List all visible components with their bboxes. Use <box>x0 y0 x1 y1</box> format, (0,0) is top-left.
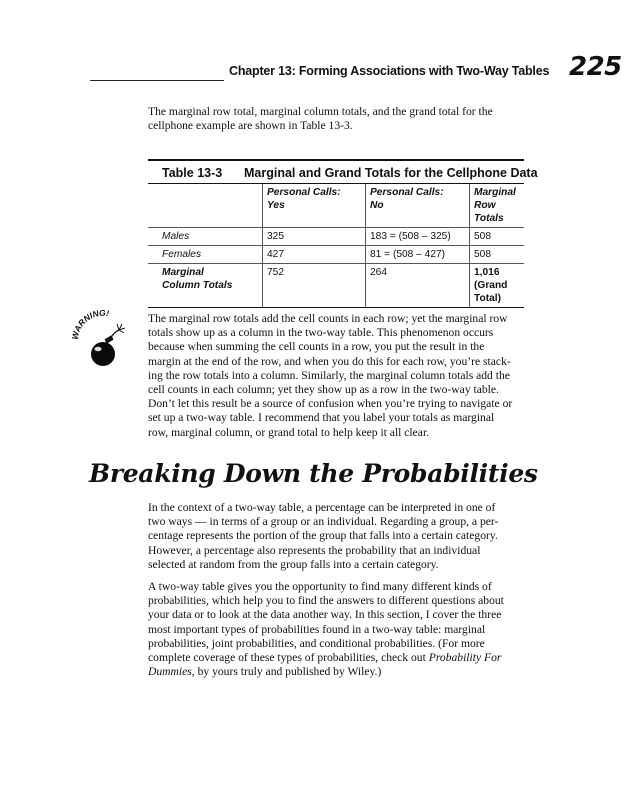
body-line: your data or to look at the data another way. In this section, I cover the three <box>148 608 502 622</box>
table-13-3 <box>148 159 538 308</box>
table-cell: 752 <box>263 264 366 308</box>
row-label-line: Column Totals <box>162 280 233 291</box>
book-title: Probability For <box>428 651 502 665</box>
warning-paragraph <box>148 312 528 440</box>
column-header <box>366 184 470 228</box>
body-line: two ways — in terms of a group or an individual. Regarding a group, a per- <box>148 515 499 529</box>
column-header-line: Totals <box>474 213 504 224</box>
table-row <box>148 246 524 264</box>
warning-line: totals show up as a column in the two-way table. This phenomenon occurs <box>148 326 494 340</box>
table-cell: 508 <box>470 228 525 246</box>
section-heading: Breaking Down the Probabilities <box>89 459 538 488</box>
fuse-spark <box>117 324 125 333</box>
table-title: Marginal and Grand Totals for the Cellphone Data <box>244 166 538 180</box>
column-header <box>263 184 366 228</box>
intro-line: The marginal row total, marginal column totals, and the grand total for the <box>148 105 493 118</box>
column-header-line: Yes <box>267 200 285 211</box>
running-header-title: Chapter 13: Forming Associations with Two-Way Tables <box>229 64 550 78</box>
section-paragraph-2 <box>148 580 528 679</box>
column-header-line: No <box>370 200 384 211</box>
table-cell: 183 = (508 – 325) <box>366 228 470 246</box>
section-paragraph-1 <box>148 501 528 572</box>
table-cell: 81 = (508 – 427) <box>366 246 470 264</box>
header-rule <box>90 80 224 81</box>
warning-line: because when summing the cell counts in a row, you put the result in the <box>148 340 485 354</box>
body-line: , by yours truly and published by Wiley.) <box>191 665 382 679</box>
warning-line: cell counts in each column; yet they show up as a row in the two-way table. <box>148 383 499 397</box>
warning-line: Don’t let this result be a source of confusion when you’re trying to navigate or <box>148 397 513 411</box>
table-cell: 325 <box>263 228 366 246</box>
row-label-line: Marginal <box>162 267 204 278</box>
table-caption <box>148 161 538 184</box>
warning-icon-label: WARNING! <box>70 308 110 341</box>
data-table <box>148 184 524 308</box>
body-line: selected at random from the group falls into a certain category. <box>148 557 439 571</box>
body-line: However, a percentage also represents the probability that an individual <box>148 543 481 557</box>
table-cell: 264 <box>366 264 470 308</box>
column-header-line: Marginal Row <box>474 187 516 211</box>
warning-line: The marginal row totals add the cell counts in each row; yet the marginal row <box>148 312 508 325</box>
table-corner-cell <box>148 184 263 228</box>
column-header-line: Personal Calls: <box>370 187 444 198</box>
page-number: 225 <box>569 52 622 82</box>
body-line: probabilities, joint probabilities, and conditional probabilities. (For more <box>148 636 485 650</box>
table-cell: 508 <box>470 246 525 264</box>
body-line: centage represents the portion of the group that falls into a certain category. <box>148 529 498 543</box>
warning-line: set up a two-way table. I recommend that you label your totals as marginal <box>148 411 495 425</box>
body-line: complete coverage of these types of probabilities, check out <box>148 651 429 665</box>
warning-line: row, marginal column, or grand total to help keep it all clear. <box>148 425 430 439</box>
body-line: In the context of a two-way table, a percentage can be interpreted in one of <box>148 501 496 514</box>
body-line: most important types of probabilities found in a two-way table: marginal <box>148 622 486 636</box>
table-header-row <box>148 184 524 228</box>
grand-total-cell <box>470 264 525 308</box>
row-label <box>148 264 263 308</box>
table-cell: 427 <box>263 246 366 264</box>
body-line: A two-way table gives you the opportunity to find many different kinds of <box>148 580 492 593</box>
intro-line: cellphone example are shown in Table 13-3. <box>148 119 353 133</box>
book-title: Dummies <box>148 665 192 679</box>
grand-total-value: 1,016 <box>474 267 500 278</box>
warning-line: margin at the end of the row, and when you do this for each row, you’re stack- <box>148 354 511 368</box>
column-header-line: Personal Calls: <box>267 187 341 198</box>
table-row-totals <box>148 264 524 308</box>
intro-paragraph <box>148 105 528 133</box>
grand-total-label: (Grand Total) <box>474 280 508 304</box>
body-line: probabilities, which help you to find the answers to different questions about <box>148 594 504 608</box>
table-number: Table 13-3 <box>162 166 223 180</box>
column-header <box>470 184 525 228</box>
warning-bomb-icon <box>70 308 136 374</box>
warning-line: ing the row totals into a column. Similarly, the marginal column totals add the <box>148 368 510 382</box>
row-label: Females <box>148 246 263 264</box>
table-row <box>148 228 524 246</box>
row-label: Males <box>148 228 263 246</box>
